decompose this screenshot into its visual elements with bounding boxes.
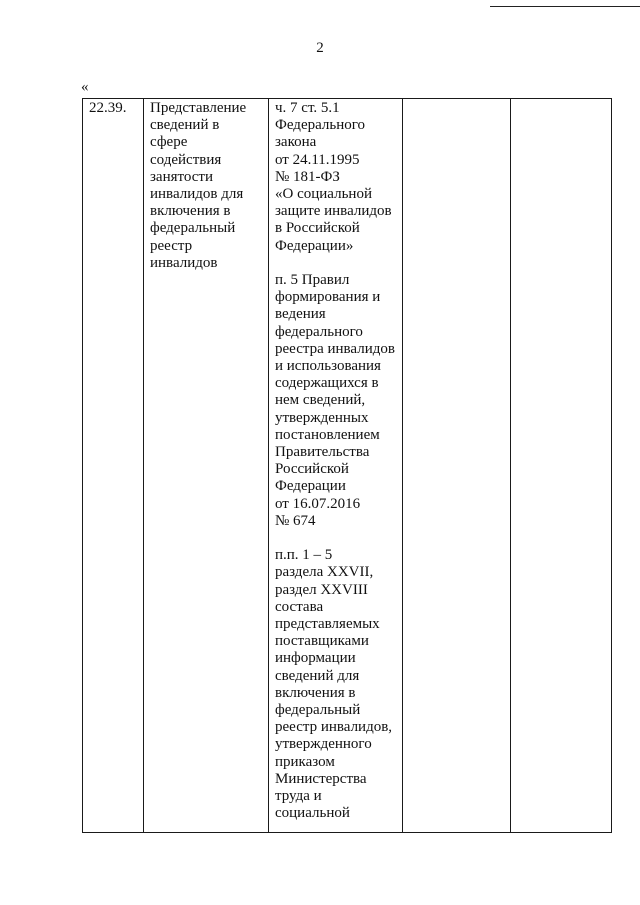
- opening-quote-mark: «: [81, 79, 89, 95]
- service-name-line: занятости: [150, 168, 213, 185]
- legal-basis-paragraph: [275, 100, 399, 255]
- legal-basis-line: утвержденных: [275, 409, 369, 426]
- row-number: 22.39.: [89, 100, 127, 116]
- legal-basis-line: сведений для: [275, 667, 360, 684]
- legal-basis-line: № 181-ФЗ: [275, 168, 340, 185]
- legal-basis-line: социальной: [275, 805, 350, 822]
- legal-basis-line: Министерства: [275, 770, 367, 787]
- legal-basis-line: информации: [275, 650, 356, 667]
- legal-basis-line: закона: [275, 134, 317, 151]
- legal-basis-line: реестра инвалидов: [275, 340, 395, 357]
- legal-basis-line: утвержденного: [275, 736, 372, 753]
- paragraph-gap: [275, 255, 399, 272]
- service-name-line: сведений в: [150, 117, 220, 134]
- legal-basis-line: формирования и: [275, 289, 381, 306]
- service-name-line: инвалидов: [150, 254, 218, 271]
- service-name-cell: [144, 99, 269, 833]
- legal-basis-line: Федерации: [275, 478, 346, 495]
- legal-basis-line: от 24.11.1995: [275, 151, 360, 168]
- legal-basis-line: реестр инвалидов,: [275, 719, 393, 736]
- legal-basis-line: поставщиками: [275, 633, 369, 650]
- service-name-line: включения в: [150, 203, 231, 220]
- legal-basis-line: п. 5 Правил: [275, 272, 350, 289]
- service-name-line: сфере: [150, 134, 188, 151]
- legal-basis-line: № 674: [275, 512, 316, 529]
- legal-basis-cell: [269, 99, 403, 833]
- legal-basis-text: [275, 100, 399, 823]
- legal-basis-line: состава: [275, 598, 324, 615]
- legal-basis-line: постановлением: [275, 426, 380, 443]
- legal-basis-line: труда и: [275, 788, 322, 805]
- row-number-cell: [83, 99, 144, 833]
- legal-basis-line: «О социальной: [275, 186, 372, 203]
- legal-basis-paragraph: [275, 547, 399, 822]
- legal-basis-line: в Российской: [275, 220, 360, 237]
- legal-basis-line: ч. 7 ст. 5.1: [275, 100, 340, 116]
- table-row: [83, 99, 612, 833]
- empty-column-cell: [403, 99, 511, 833]
- document-table: [82, 98, 612, 833]
- legal-basis-line: от 16.07.2016: [275, 495, 361, 512]
- legal-basis-line: представляемых: [275, 616, 380, 633]
- legal-basis-line: и использования: [275, 358, 381, 375]
- legal-basis-line: Федерации»: [275, 237, 354, 254]
- legal-basis-line: п.п. 1 – 5: [275, 547, 333, 564]
- legal-basis-line: раздел XXVIII: [275, 581, 368, 598]
- legal-basis-line: раздела XXVII,: [275, 564, 374, 581]
- legal-basis-line: защите инвалидов: [275, 203, 392, 220]
- legal-basis-line: федерального: [275, 323, 363, 340]
- service-name-line: реестр: [150, 237, 193, 254]
- legal-basis-line: приказом: [275, 753, 335, 770]
- legal-basis-line: Федерального: [275, 117, 366, 134]
- legal-basis-line: Российской: [275, 461, 349, 478]
- service-name-text: [150, 100, 265, 272]
- top-edge-rule: [490, 6, 640, 7]
- service-name-line: инвалидов для: [150, 186, 244, 203]
- service-name-line: Представление: [150, 100, 247, 116]
- paragraph-gap: [275, 530, 399, 547]
- legal-basis-paragraph: [275, 272, 399, 530]
- service-name-line: содействия: [150, 151, 222, 168]
- legal-basis-line: федеральный: [275, 702, 361, 719]
- legal-basis-line: включения в: [275, 684, 356, 701]
- legal-basis-line: содержащихся в: [275, 375, 379, 392]
- service-name-line: федеральный: [150, 220, 236, 237]
- page-number: 2: [316, 40, 324, 56]
- legal-basis-line: ведения: [275, 306, 326, 323]
- empty-column-cell-last: [511, 99, 612, 833]
- legal-basis-line: нем сведений,: [275, 392, 366, 409]
- legal-basis-line: Правительства: [275, 444, 370, 461]
